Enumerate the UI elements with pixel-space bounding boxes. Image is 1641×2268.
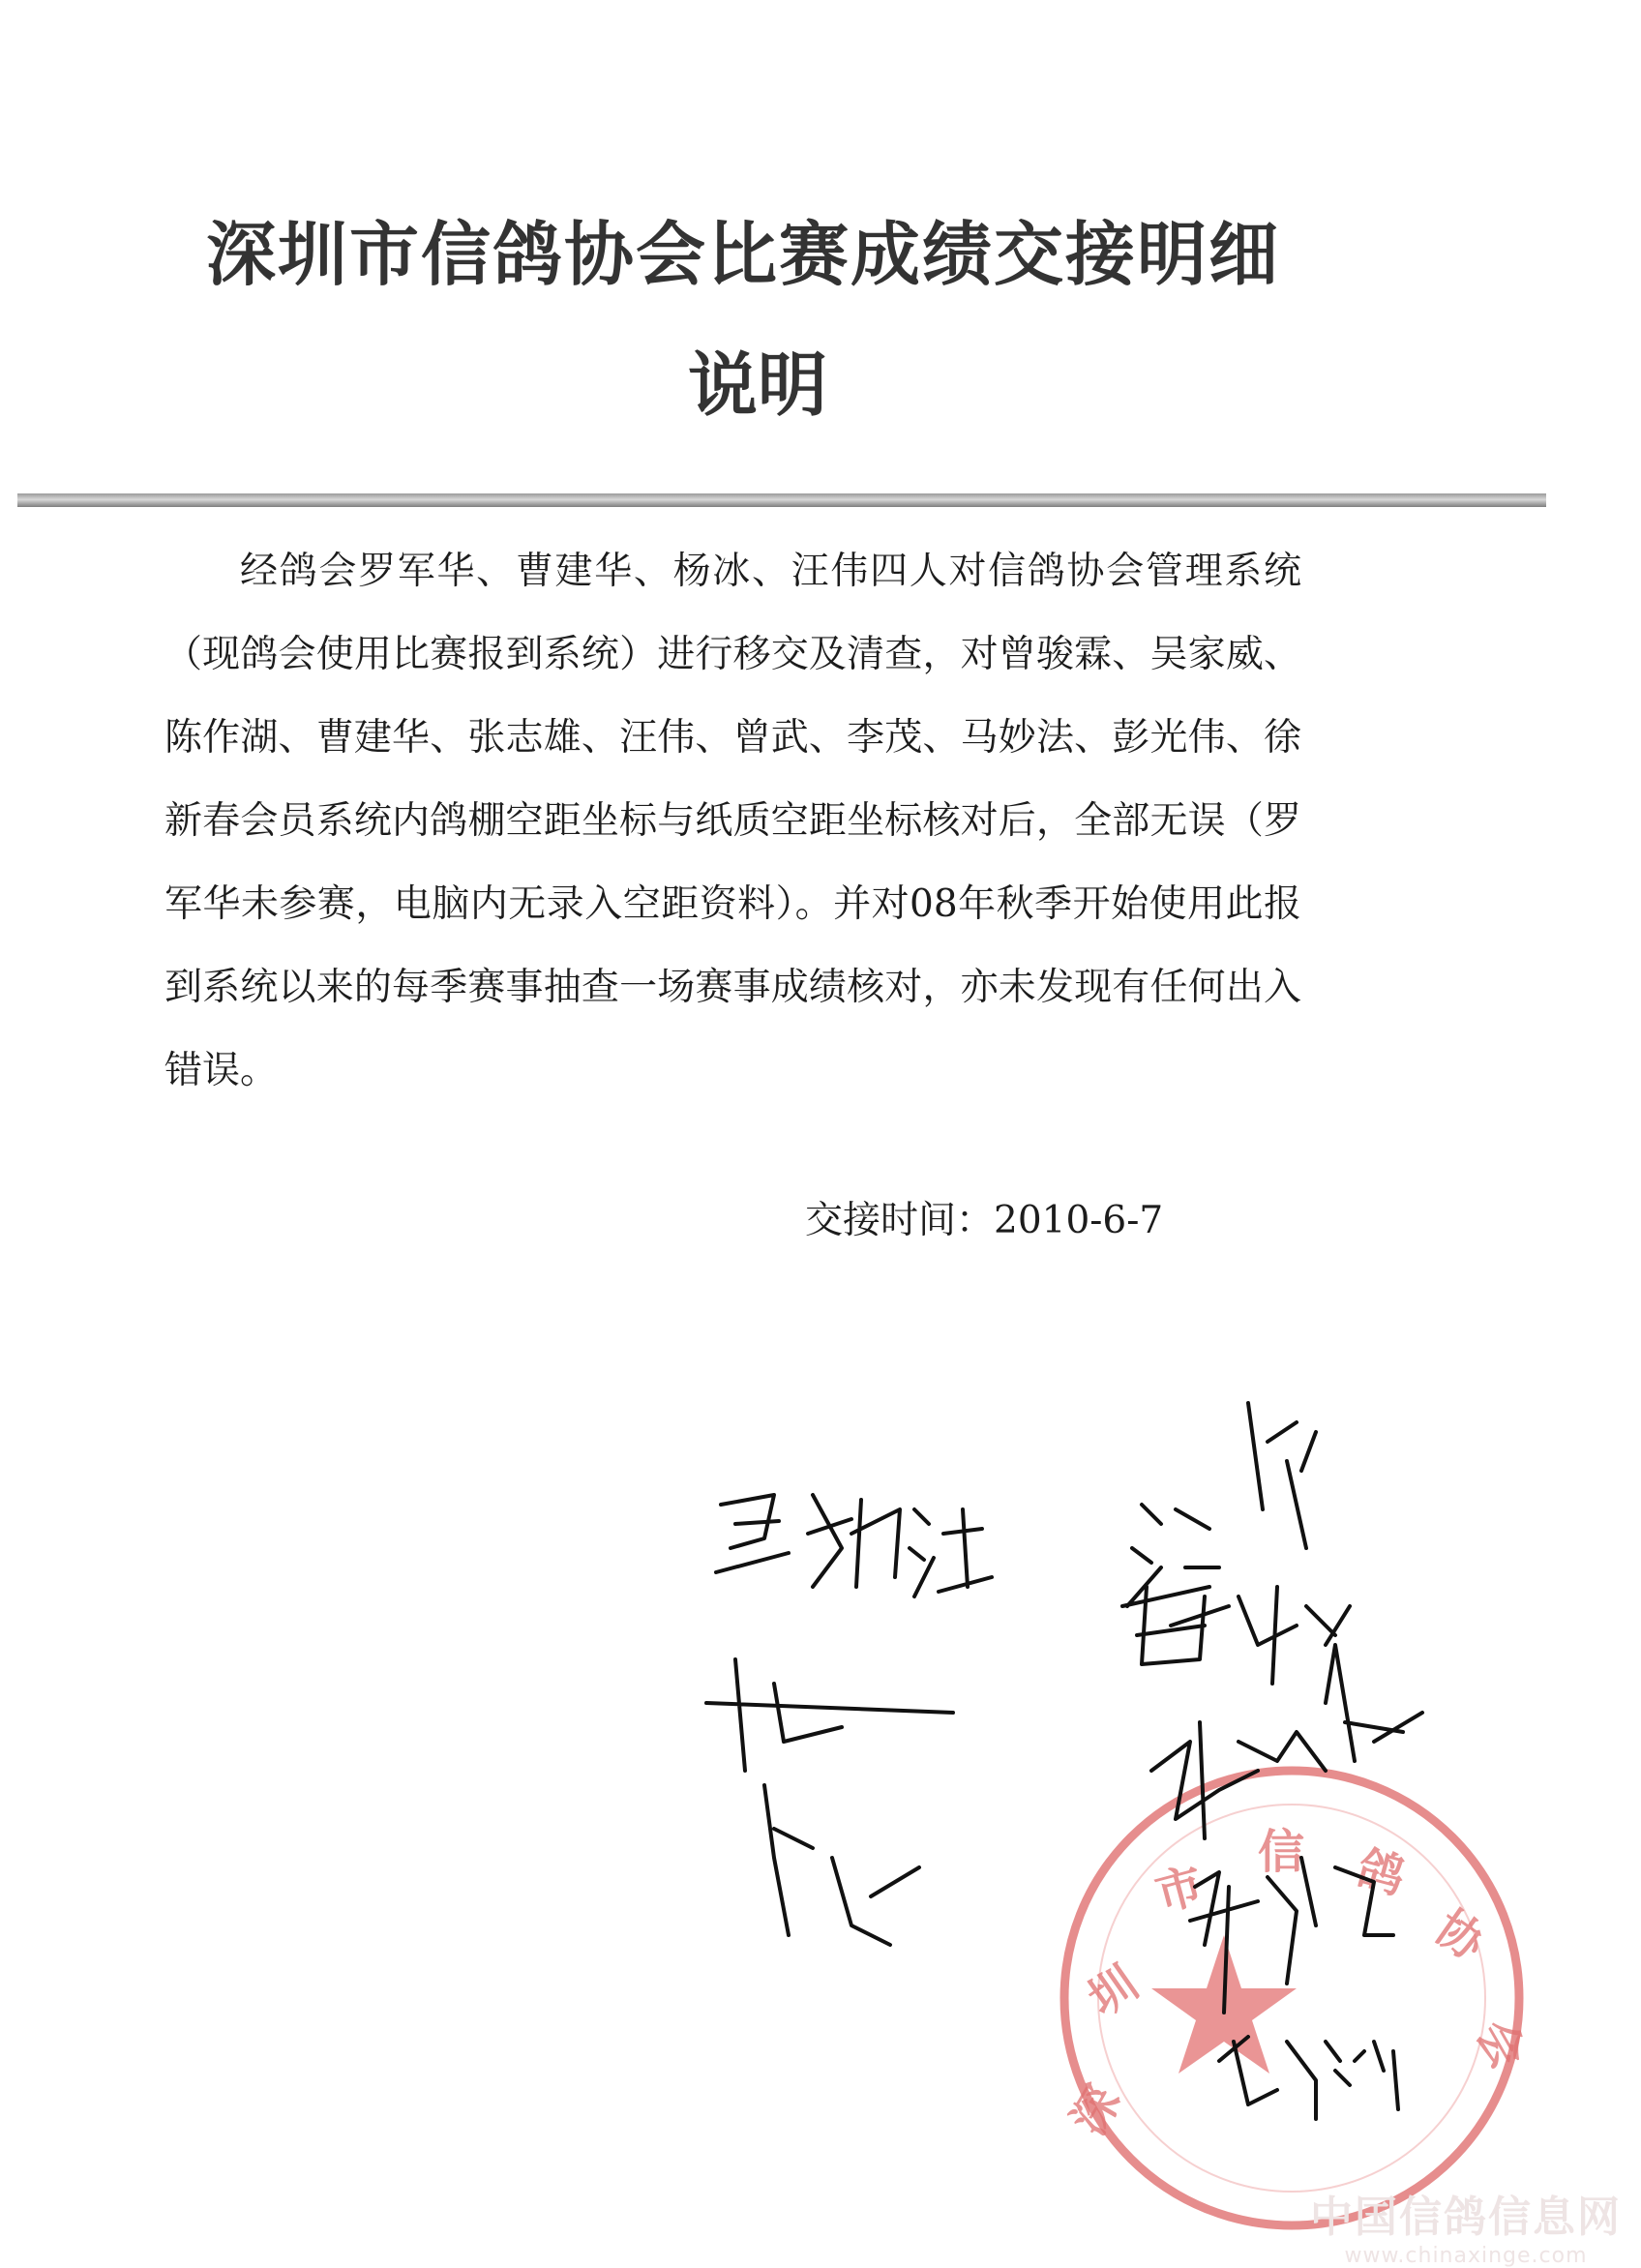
svg-text:会: 会 — [1465, 2011, 1537, 2078]
signature-ma-miaofa — [716, 1495, 992, 1597]
svg-text:信: 信 — [1258, 1825, 1305, 1879]
document-subtitle: 说明 — [687, 344, 827, 426]
svg-text:深: 深 — [1060, 2076, 1132, 2144]
svg-text:协: 协 — [1425, 1899, 1495, 1972]
official-stamp — [1061, 1771, 1536, 2225]
watermark — [1310, 2182, 1622, 2268]
watermark-url: www.chinaxinge.com — [1344, 2244, 1588, 2268]
signature-yang-bing — [1151, 1645, 1422, 1838]
watermark-site-name: 中国信鸽信息网 — [1310, 2193, 1622, 2242]
handover-date: 交接时间：2010-6-7 — [805, 1199, 1164, 1242]
svg-text:鸽: 鸽 — [1351, 1840, 1411, 1906]
signature-wang-wei — [1127, 1403, 1316, 1626]
svg-text:圳: 圳 — [1078, 1955, 1149, 2027]
signature-cao-jianhua — [1122, 1587, 1350, 1684]
body-paragraph: 经鸽会罗军华、曹建华、杨冰、汪伟四人对信鸽协会管理系统（现鸽会使用比赛报到系统）进行移交及清查，对曾骏霖、吴家威、陈作湖、曹建华、张志雄、汪伟、曾武、李茂、马妙法、彭光伟、徐新春会员系统内鸽棚空距坐标与纸质空距坐标核对后，全部无误（罗军华未参赛，电脑内无录入空距资料）。并对08年秋季开始使用此报到系统以来的每季赛事抽查一场赛事成绩核对，亦未发现有任何出入错误。 — [164, 550, 1301, 1092]
signature-zhang-zhixiong — [706, 1659, 953, 1945]
document-title: 深圳市信鸽协会比赛成绩交接明细 — [205, 214, 1280, 295]
svg-text:市: 市 — [1149, 1858, 1209, 1923]
